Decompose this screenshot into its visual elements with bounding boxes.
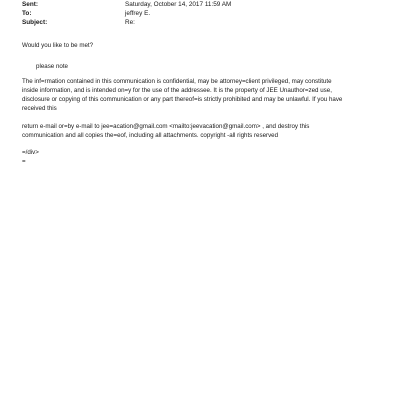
div-close-line: =/div> xyxy=(22,148,39,156)
email-header xyxy=(22,0,392,27)
to-row xyxy=(22,9,392,18)
equals-line: = xyxy=(22,157,26,165)
subject-value: Re: xyxy=(125,19,135,26)
subject-row xyxy=(22,18,392,27)
sent-label: Sent: xyxy=(22,1,38,8)
email-body xyxy=(22,41,387,166)
notice-line-2: inside information, and is intended on=y for the use of the addressee. It is the property of JEE Unauthor=zed use, xyxy=(22,87,332,95)
notice-line-3: disclosure or copying of this communication or any part thereof=is strictly prohibited and may be unlawful. If you have xyxy=(22,96,343,104)
subject-label: Subject: xyxy=(22,19,48,26)
please-note-line: please note xyxy=(36,63,68,71)
to-value: jeffrey E. xyxy=(125,10,151,17)
sent-value: Saturday, October 14, 2017 11:59 AM xyxy=(125,1,232,8)
notice-line-1: The inf=rmation contained in this communication is confidential, may be attorney=client privileged, may constitute xyxy=(22,78,332,86)
return-line-2: communication and all copies the=eof, including all attachments. copyright -all rights reserved xyxy=(22,131,279,139)
notice-line-4: received this xyxy=(22,105,57,113)
question-line: Would you like to be met? xyxy=(22,42,94,49)
sent-row xyxy=(22,0,392,9)
return-line-1: return e-mail or=by e-mail to jee=acation@gmail.com <mailto:jeevacation@gmail.com> , and destroy this xyxy=(22,122,310,130)
to-label: To: xyxy=(22,10,32,17)
